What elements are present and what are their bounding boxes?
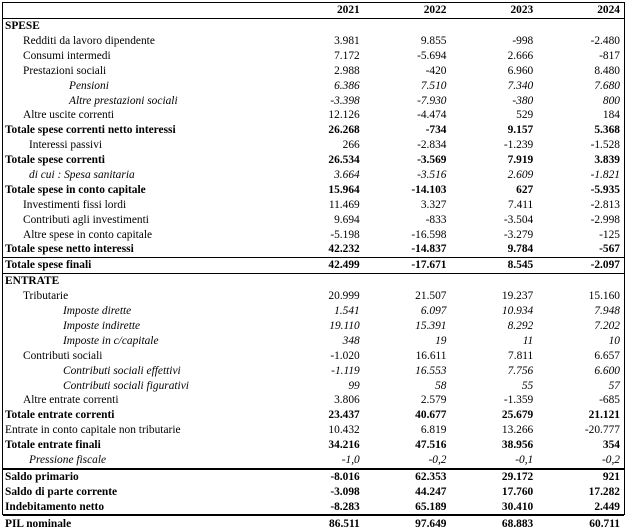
cell-value: 15.964 — [328, 183, 360, 196]
cell-value: 6.960 — [507, 64, 534, 77]
cell-value: 60.711 — [537, 515, 624, 531]
row-label: di cui : Spesa sanitaria — [29, 169, 135, 182]
row-label: Contributi sociali figurativi — [63, 379, 189, 392]
cell-value — [364, 18, 451, 33]
cell-value: -0,1 — [515, 453, 534, 466]
row-label: Totale spese netto interessi — [5, 243, 134, 256]
cell-value: -1.119 — [331, 364, 360, 377]
cell-value: -734 — [425, 124, 447, 137]
cell-value: 13.266 — [501, 424, 534, 437]
table-row — [3, 123, 624, 138]
table-row — [3, 485, 624, 500]
cell-value — [451, 274, 538, 289]
cell-value: 17.282 — [588, 485, 620, 498]
table-row — [3, 198, 624, 213]
cell-value: 3.806 — [334, 394, 360, 407]
cell-value: 5.368 — [594, 124, 620, 137]
table-row — [3, 319, 624, 334]
cell-value: 62.353 — [364, 469, 451, 485]
cell-value: 26.534 — [328, 154, 360, 167]
row-label: Totale spese correnti netto interessi — [5, 124, 176, 137]
cell-value: -1,0 — [341, 453, 360, 466]
year-header: 2021 — [277, 3, 364, 18]
cell-value: -3.098 — [330, 485, 360, 498]
row-label: Redditi da lavoro dipendente — [23, 35, 155, 48]
cell-value: 7.411 — [508, 198, 534, 211]
table-row — [3, 274, 624, 289]
cell-value: 2.579 — [420, 394, 447, 407]
cell-value: 11.469 — [328, 198, 360, 211]
cell-value: 42.232 — [328, 243, 360, 256]
table-row — [3, 93, 624, 108]
cell-value: 68.883 — [451, 515, 538, 531]
row-label: Contributi sociali — [23, 349, 103, 362]
fiscal-table — [3, 3, 624, 531]
cell-value: -3.279 — [503, 228, 534, 241]
table-row — [3, 153, 624, 168]
cell-value: 6.600 — [594, 364, 620, 377]
cell-value: 7.811 — [508, 349, 534, 362]
cell-value: -2.834 — [417, 139, 447, 152]
row-label: Totale entrate finali — [5, 439, 101, 452]
row-label: Saldo primario — [3, 469, 277, 485]
cell-value: -380 — [512, 94, 534, 107]
cell-value: -2.097 — [537, 258, 624, 274]
cell-value: -567 — [599, 243, 620, 256]
year-header: 2024 — [537, 3, 624, 18]
cell-value: 86.511 — [277, 515, 364, 531]
cell-value: 6.386 — [334, 79, 360, 92]
row-label: Contributi sociali effettivi — [63, 364, 181, 377]
cell-value: 9.157 — [507, 124, 534, 137]
table-row — [3, 363, 624, 378]
cell-value: 19.110 — [329, 319, 360, 332]
cell-value: -998 — [512, 35, 534, 48]
cell-value: 10.934 — [501, 305, 534, 318]
cell-value: 15.160 — [588, 290, 620, 303]
cell-value: 7.680 — [594, 79, 620, 92]
cell-value: 2.988 — [334, 64, 360, 77]
table-row — [3, 393, 624, 408]
row-label: Consumi intermedi — [23, 49, 111, 62]
cell-value: 7.756 — [507, 364, 534, 377]
table-row — [3, 64, 624, 79]
cell-value: 8.480 — [594, 64, 620, 77]
row-label: Contributi agli investimenti — [23, 213, 149, 226]
row-label: Altre uscite correnti — [23, 109, 115, 122]
table-row — [3, 515, 624, 531]
header-row — [3, 3, 624, 18]
cell-value: 2.666 — [507, 49, 534, 62]
cell-value: 3.327 — [420, 198, 447, 211]
cell-value: 57 — [608, 379, 620, 392]
cell-value: 7.340 — [507, 79, 534, 92]
cell-value: 25.679 — [501, 409, 534, 422]
cell-value: 529 — [516, 109, 534, 122]
table-row — [3, 348, 624, 363]
cell-value: 266 — [342, 139, 360, 152]
cell-value: 7.948 — [594, 305, 620, 318]
cell-value: 29.172 — [451, 469, 538, 485]
cell-value: 30.410 — [501, 500, 534, 513]
table-row — [3, 258, 624, 274]
cell-value: -833 — [425, 213, 447, 226]
cell-value: 348 — [342, 334, 360, 347]
table-row — [3, 469, 624, 485]
cell-value: 3.839 — [594, 154, 620, 167]
cell-value: 9.855 — [420, 35, 447, 48]
row-label: Imposte indirette — [63, 319, 141, 332]
cell-value: 921 — [537, 469, 624, 485]
row-label: SPESE — [3, 18, 277, 33]
cell-value: 184 — [602, 109, 620, 122]
row-label: Interessi passivi — [29, 139, 103, 152]
table-row — [3, 438, 624, 453]
table-row — [3, 183, 624, 198]
cell-value: -5.198 — [330, 228, 360, 241]
cell-value: 16.611 — [415, 349, 447, 362]
cell-value: 26.268 — [328, 124, 360, 137]
cell-value: 1.541 — [334, 305, 360, 318]
cell-value: 55 — [521, 379, 534, 392]
row-label: Totale spese correnti — [5, 154, 105, 167]
table-row — [3, 334, 624, 349]
cell-value: -1.528 — [590, 139, 620, 152]
cell-value: 9.784 — [507, 243, 534, 256]
cell-value — [277, 18, 364, 33]
cell-value: -3.516 — [417, 169, 447, 182]
cell-value: -3.569 — [417, 154, 447, 167]
cell-value — [451, 18, 538, 33]
header-label — [3, 3, 277, 18]
cell-value: -2.998 — [590, 213, 620, 226]
cell-value: 6.097 — [420, 305, 447, 318]
fiscal-table-frame — [2, 2, 625, 530]
cell-value: 42.499 — [277, 258, 364, 274]
table-row — [3, 453, 624, 469]
cell-value: 627 — [516, 183, 534, 196]
cell-value: 47.516 — [415, 439, 447, 452]
cell-value: 8.545 — [451, 258, 538, 274]
row-label: Investimenti fissi lordi — [23, 198, 127, 211]
table-row — [3, 423, 624, 438]
cell-value: -5.694 — [417, 49, 447, 62]
cell-value: -125 — [599, 228, 620, 241]
cell-value: 10.432 — [328, 424, 360, 437]
row-label: Tributarie — [23, 290, 69, 303]
cell-value: 38.956 — [501, 439, 534, 452]
cell-value: -1.020 — [330, 349, 360, 362]
cell-value: 58 — [435, 379, 447, 392]
row-label: Prestazioni sociali — [23, 64, 107, 77]
cell-value: -0,2 — [601, 453, 620, 466]
table-row — [3, 168, 624, 183]
row-label: Totale spese in conto capitale — [5, 183, 146, 196]
row-label: Totale spese finali — [3, 258, 277, 274]
cell-value: -1.359 — [503, 394, 534, 407]
table-row — [3, 78, 624, 93]
cell-value: 7.510 — [420, 79, 447, 92]
cell-value: -1.821 — [590, 169, 620, 182]
cell-value: -20.777 — [584, 424, 620, 437]
cell-value: 23.437 — [328, 409, 360, 422]
cell-value: -685 — [599, 394, 620, 407]
table-row — [3, 108, 624, 123]
row-label: Indebitamento netto — [5, 500, 105, 513]
cell-value: 7.919 — [507, 154, 534, 167]
cell-value — [364, 274, 451, 289]
cell-value: 19.237 — [501, 290, 534, 303]
table-row — [3, 289, 624, 304]
cell-value: 17.760 — [501, 485, 534, 498]
cell-value — [537, 18, 624, 33]
cell-value: -5.935 — [590, 183, 620, 196]
cell-value: 97.649 — [364, 515, 451, 531]
cell-value: -8.283 — [330, 500, 360, 513]
year-header: 2022 — [364, 3, 451, 18]
cell-value: -16.598 — [411, 228, 447, 241]
cell-value: -817 — [599, 49, 620, 62]
row-label: PIL nominale — [3, 515, 277, 531]
row-label: Imposte dirette — [63, 305, 132, 318]
table-row — [3, 304, 624, 319]
cell-value — [537, 274, 624, 289]
cell-value: -1.239 — [503, 139, 534, 152]
cell-value: 44.247 — [415, 485, 447, 498]
cell-value: -8.016 — [277, 469, 364, 485]
table-body — [3, 18, 624, 531]
cell-value: 2.449 — [594, 500, 620, 513]
table-row — [3, 138, 624, 153]
row-label: Altre spese in conto capitale — [23, 228, 153, 241]
row-label: Pensioni — [69, 79, 109, 92]
row-label: Saldo di parte corrente — [5, 485, 118, 498]
cell-value: -17.671 — [364, 258, 451, 274]
cell-value — [277, 274, 364, 289]
cell-value: 354 — [602, 439, 620, 452]
cell-value: -3.504 — [503, 213, 534, 226]
cell-value: 6.819 — [420, 424, 447, 437]
cell-value: 99 — [348, 379, 360, 392]
cell-value: -2.813 — [590, 198, 620, 211]
cell-value: 65.189 — [415, 500, 447, 513]
cell-value: 16.553 — [415, 364, 447, 377]
cell-value: 7.172 — [334, 49, 360, 62]
row-label: Totale entrate correnti — [5, 409, 115, 422]
cell-value: -2.480 — [590, 35, 620, 48]
cell-value: -14.103 — [411, 183, 447, 196]
table-row — [3, 34, 624, 49]
cell-value: -420 — [425, 64, 447, 77]
table-row — [3, 378, 624, 393]
cell-value: 6.657 — [594, 349, 620, 362]
cell-value: 21.121 — [588, 409, 620, 422]
cell-value: 3.981 — [334, 35, 360, 48]
cell-value: 19 — [435, 334, 447, 347]
table-row — [3, 18, 624, 33]
table-row — [3, 499, 624, 515]
row-label: Altre prestazioni sociali — [69, 94, 178, 107]
year-header: 2023 — [451, 3, 538, 18]
row-label: Altre entrate correnti — [23, 394, 119, 407]
table-row — [3, 49, 624, 64]
cell-value: 800 — [602, 94, 620, 107]
cell-value: 3.664 — [334, 169, 360, 182]
cell-value: 34.216 — [328, 439, 360, 452]
cell-value: 8.292 — [507, 319, 534, 332]
table-row — [3, 212, 624, 227]
table-row — [3, 242, 624, 257]
row-label: Pressione fiscale — [29, 453, 107, 466]
cell-value: -14.837 — [411, 243, 447, 256]
cell-value: 9.694 — [334, 213, 360, 226]
cell-value: 15.391 — [415, 319, 447, 332]
table-row — [3, 408, 624, 423]
cell-value: 7.202 — [594, 319, 620, 332]
cell-value: 21.507 — [415, 290, 447, 303]
cell-value: 10 — [608, 334, 620, 347]
cell-value: -7.930 — [417, 94, 447, 107]
cell-value: 2.609 — [507, 169, 534, 182]
cell-value: 11 — [522, 334, 534, 347]
row-label: ENTRATE — [5, 275, 60, 288]
cell-value: 20.999 — [328, 290, 360, 303]
cell-value: 40.677 — [415, 409, 447, 422]
cell-value: 12.126 — [328, 109, 360, 122]
cell-value: -0,2 — [428, 453, 447, 466]
row-label: Imposte in c/capitale — [63, 334, 159, 347]
cell-value: -3.398 — [330, 94, 360, 107]
table-row — [3, 227, 624, 242]
cell-value: -4.474 — [417, 109, 447, 122]
row-label: Entrate in conto capitale non tributarie — [5, 424, 181, 437]
